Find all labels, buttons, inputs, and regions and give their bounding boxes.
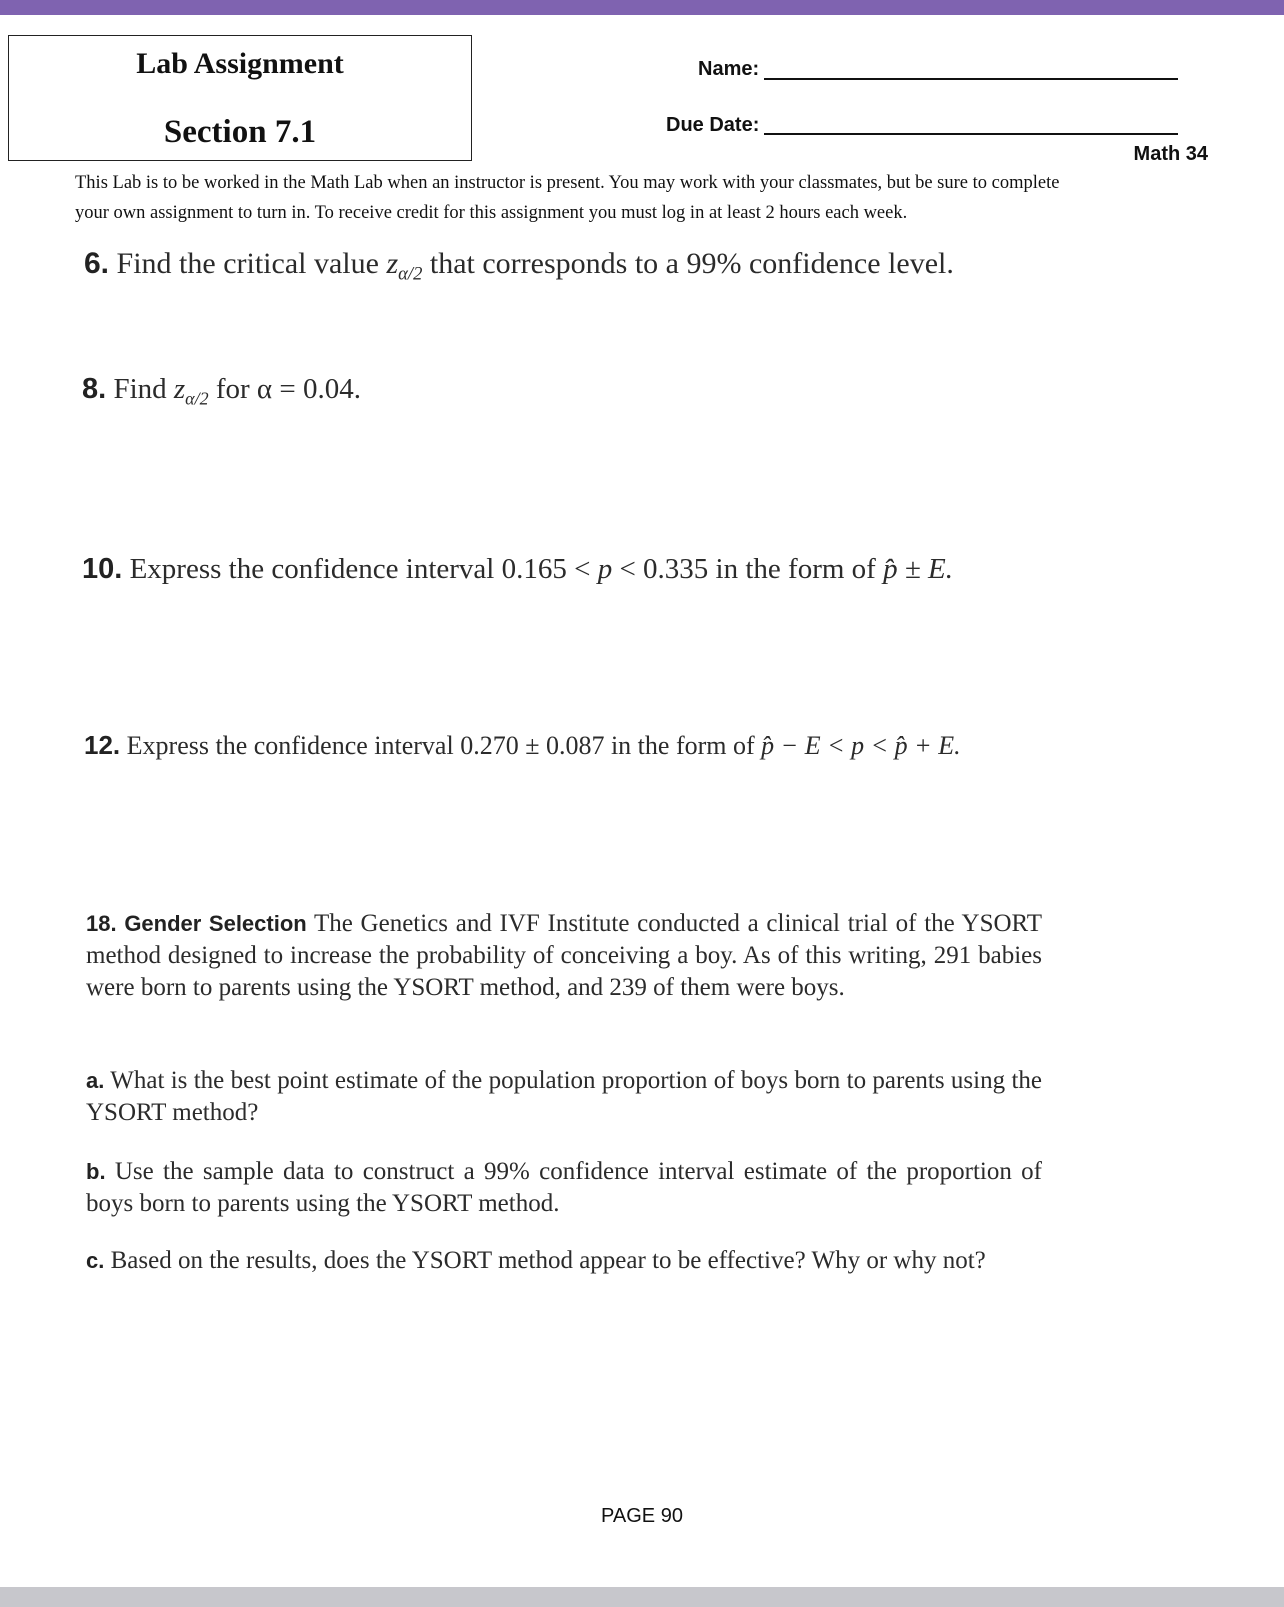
intro-text xyxy=(75,168,1215,228)
question-text: Express the confidence interval 0.165 < xyxy=(129,553,598,585)
question-text: Find the critical value xyxy=(116,247,387,280)
question-number: 10. xyxy=(82,553,123,585)
question-10 xyxy=(82,553,953,586)
question-18b xyxy=(86,1156,1042,1220)
top-accent-bar xyxy=(0,0,1284,15)
p-symbol: p xyxy=(597,553,613,585)
z-subscript: α/2 xyxy=(185,388,209,409)
alpha-expression: α = 0.04. xyxy=(256,373,361,405)
lab-assignment-title: Lab Assignment xyxy=(136,47,344,80)
question-18c xyxy=(86,1247,986,1275)
z-symbol: z xyxy=(173,373,186,405)
interval-form: p̂ − E < p < p̂ + E. xyxy=(761,731,961,760)
question-number: 8. xyxy=(82,373,107,405)
due-date-label: Due Date: xyxy=(666,114,760,136)
name-field[interactable] xyxy=(764,78,1178,80)
part-text: Based on the results, does the YSORT method appear to be effective? Why or why not? xyxy=(110,1247,986,1274)
question-8 xyxy=(82,373,361,409)
question-18a xyxy=(86,1065,1042,1129)
question-heading: Gender Selection xyxy=(124,911,307,936)
question-12 xyxy=(84,730,961,761)
bottom-bar xyxy=(0,1587,1284,1607)
question-text-rest: that corresponds to a 99% confidence level. xyxy=(422,247,954,280)
question-number: 12. xyxy=(84,730,121,760)
question-text-rest: for xyxy=(208,373,257,405)
question-number: 6. xyxy=(84,247,110,280)
interval-form: p̂ ± E. xyxy=(883,553,953,585)
page-number: PAGE 90 xyxy=(601,1505,683,1527)
question-text: Express the confidence interval 0.270 ± 0.087 in the form of xyxy=(126,731,762,760)
part-text: What is the best point estimate of the population proportion of boys born to parents using the YSORT method? xyxy=(86,1067,1042,1126)
question-text: Find xyxy=(113,373,174,405)
part-text: Use the sample data to construct a 99% confidence interval estimate of the proportion of boys born to parents using the YSORT method. xyxy=(86,1158,1042,1217)
question-text-mid: < 0.335 in the form of xyxy=(612,553,884,585)
title-box xyxy=(8,35,472,161)
due-date-field[interactable] xyxy=(764,133,1178,135)
question-18 xyxy=(86,908,1042,1004)
question-text: The Genetics and IVF Institute conducted a clinical trial of the YSORT method designed to increase the probability of conceiving a boy. As of this writing, 291 babies were born to parents using the YSORT method, and 239 of them were boys. xyxy=(86,910,1042,1001)
question-number: 18. xyxy=(86,911,117,936)
course-label: Math 34 xyxy=(1133,143,1208,165)
part-label: b. xyxy=(86,1159,106,1184)
z-symbol: z xyxy=(386,247,399,280)
intro-line-1: This Lab is to be worked in the Math Lab when an instructor is present. You may work with your classmates, but be sure to complete xyxy=(75,173,1060,193)
part-label: a. xyxy=(86,1068,105,1093)
section-title: Section 7.1 xyxy=(163,114,317,150)
question-6 xyxy=(84,247,954,286)
z-subscript: α/2 xyxy=(398,263,423,285)
name-label: Name: xyxy=(698,58,760,80)
part-label: c. xyxy=(86,1248,105,1273)
intro-line-2: your own assignment to turn in. To receive credit for this assignment you must log in at least 2 hours each week. xyxy=(75,203,908,223)
